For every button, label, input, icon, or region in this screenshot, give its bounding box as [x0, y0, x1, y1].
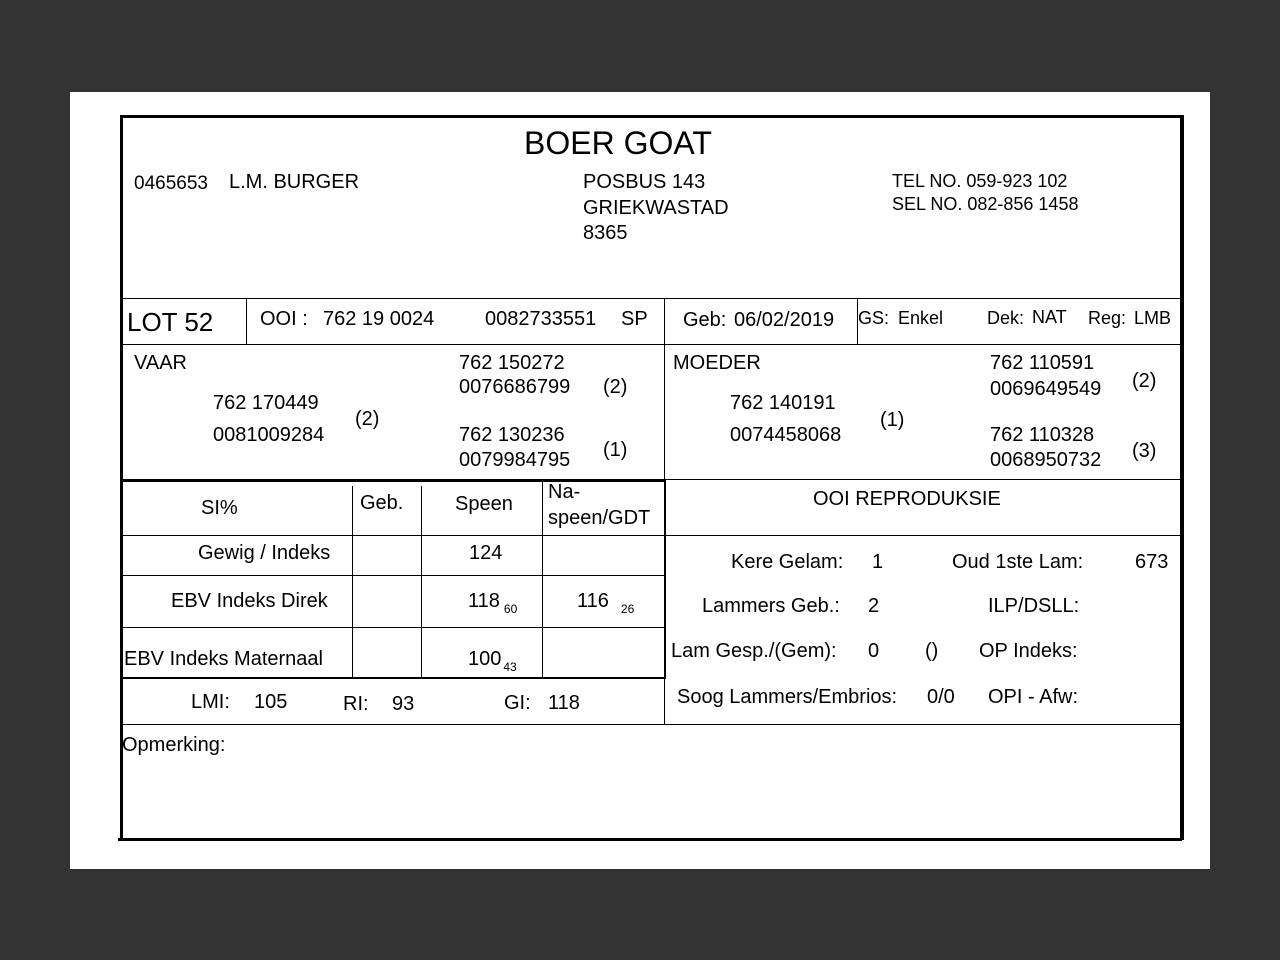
breeder-name: L.M. BURGER	[229, 171, 360, 193]
lot-number: LOT 52	[127, 307, 214, 337]
dam-sire-id: 762 110591	[990, 352, 1095, 374]
frame-left	[120, 115, 123, 840]
rule-index-row1	[120, 575, 666, 576]
sire-dam-id: 762 130236	[459, 424, 565, 446]
tel-number: TEL NO. 059-923 102	[892, 171, 1068, 191]
sire-reg: 0081009284	[213, 424, 325, 446]
geb-value: 06/02/2019	[734, 309, 835, 331]
gesp-value: 0	[868, 640, 880, 662]
breeder-number: 0465653	[134, 173, 208, 194]
dam-count: (1)	[880, 409, 905, 431]
geb-label: Geb:	[683, 309, 727, 331]
soog-label: Soog Lammers/Embrios:	[677, 686, 898, 708]
sire-label: VAAR	[134, 352, 187, 374]
remarks-label: Opmerking:	[122, 734, 226, 756]
ooi-label: OOI :	[260, 308, 308, 330]
ooi-id: 762 19 0024	[323, 308, 435, 330]
row-maternaal-speen-sub: 43	[503, 660, 517, 674]
dam-reg: 0074458068	[730, 424, 842, 446]
naspeen-header-line1: Na-	[548, 481, 581, 503]
rule-col-speen	[421, 486, 422, 678]
sire-count: (2)	[355, 408, 380, 430]
row-direk-label: EBV Indeks Direk	[171, 590, 328, 612]
sire-dam-count: (1)	[603, 439, 628, 461]
dam-dam-reg: 0068950732	[990, 449, 1102, 471]
rule-lot-bottom	[120, 344, 1182, 345]
si-header: SI%	[201, 497, 238, 519]
sire-sire-count: (2)	[603, 376, 628, 398]
sire-sire-reg: 0076686799	[459, 376, 571, 398]
gi-label: GI:	[504, 692, 531, 714]
dam-id: 762 140191	[730, 392, 836, 414]
rule-index-row2	[120, 627, 666, 628]
reproduction-title: OOI REPRODUKSIE	[813, 488, 1001, 510]
oud-label: Oud 1ste Lam:	[952, 551, 1084, 573]
address-line-1: POSBUS 143	[583, 171, 706, 193]
frame-right	[1180, 115, 1184, 840]
row-gewig-speen: 124	[469, 542, 503, 564]
row-direk-speen-sub: 60	[503, 602, 518, 616]
soog-value: 0/0	[927, 686, 955, 708]
speen-header: Speen	[455, 493, 513, 515]
op-label: OP Indeks:	[979, 640, 1078, 662]
ri-value: 93	[392, 693, 415, 715]
opi-label: OPI - Afw:	[988, 686, 1079, 708]
geb-header: Geb.	[360, 492, 404, 514]
dek-value: NAT	[1032, 307, 1067, 327]
dek-label: Dek:	[987, 308, 1025, 328]
row-maternaal-label: EBV Indeks Maternaal	[124, 648, 323, 670]
sire-sire-id: 762 150272	[459, 352, 565, 374]
lmi-value: 105	[254, 691, 288, 713]
lmi-label: LMI:	[191, 691, 230, 713]
oud-value: 673	[1135, 551, 1169, 573]
address-line-3: 8365	[583, 222, 628, 244]
dam-dam-id: 762 110328	[990, 424, 1095, 446]
dam-sire-reg: 0069649549	[990, 378, 1102, 400]
gesp-gem: ()	[925, 640, 939, 662]
rule-index-table-top	[120, 480, 666, 482]
reg-value: LMB	[1134, 308, 1172, 328]
gs-label: GS:	[858, 308, 890, 328]
rule-remarks-top	[120, 724, 1182, 725]
row-direk-speen: 118 $_{60}$	[468, 590, 518, 616]
lammers-label: Lammers Geb.:	[702, 595, 840, 617]
rule-index-header	[120, 535, 1182, 536]
kere-label: Kere Gelam:	[731, 551, 844, 573]
rule-lot-divider	[246, 298, 247, 344]
gi-value: 118	[548, 692, 580, 714]
reg-label: Reg:	[1088, 308, 1127, 328]
naspeen-header-line2: speen/GDT	[548, 507, 651, 529]
lammers-value: 2	[868, 595, 880, 617]
gs-value: Enkel	[898, 308, 944, 328]
sel-number: SEL NO. 082-856 1458	[892, 194, 1079, 214]
sire-id: 762 170449	[213, 392, 319, 414]
frame-top	[120, 115, 1182, 118]
rule-col-naspeen	[542, 480, 543, 678]
row-gewig-label: Gewig / Indeks	[198, 542, 331, 564]
dam-dam-count: (3)	[1132, 440, 1157, 462]
rule-index-table-left	[121, 480, 123, 678]
dam-sire-count: (2)	[1132, 370, 1157, 392]
gesp-label: Lam Gesp./(Gem):	[671, 640, 837, 662]
row-direk-naspeen: 116 $_{26}$	[577, 590, 635, 616]
kere-value: 1	[872, 551, 884, 573]
dam-label: MOEDER	[673, 352, 761, 374]
row-direk-naspeen-sub: 26	[620, 602, 635, 616]
ooi-reg: 0082733551	[485, 308, 597, 330]
frame-bottom	[118, 838, 1182, 841]
card-title: BOER GOAT	[524, 125, 712, 161]
ilp-label: ILP/DSLL:	[988, 595, 1080, 617]
rule-col-geb	[352, 486, 353, 678]
rule-index-table-right	[664, 480, 666, 678]
rule-index-table-bottom	[120, 677, 666, 679]
ri-label: RI:	[343, 693, 369, 715]
row-maternaal-speen: 100 $_{43}$	[468, 648, 517, 674]
rule-lot-top	[120, 298, 1182, 299]
ooi-sp: SP	[621, 308, 648, 330]
address-line-2: GRIEKWASTAD	[583, 197, 729, 219]
sire-dam-reg: 0079984795	[459, 449, 571, 471]
lot-card	[70, 92, 1210, 869]
